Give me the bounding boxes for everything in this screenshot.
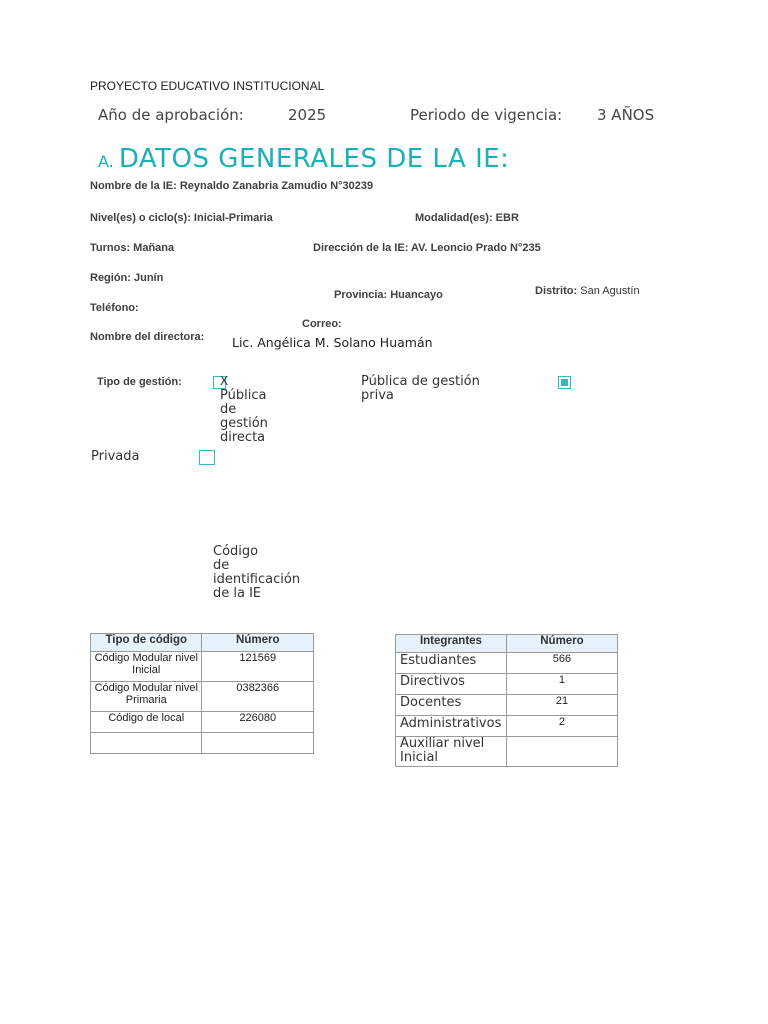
table-cell: 566 [506,653,617,674]
column-header: Número [202,634,314,652]
column-header: Número [506,635,617,653]
table-row [91,733,314,754]
table-row [396,653,618,674]
codes-table-header [91,634,314,652]
private-label: Privada [91,449,140,464]
table-cell: Administrativos [396,716,507,737]
table-cell: 0382366 [202,682,314,712]
public-direct-mark: X [220,374,229,388]
members-table [395,634,618,767]
table-cell: Auxiliar nivel Inicial [396,737,507,767]
table-cell: Código de local [91,712,202,733]
column-header: Integrantes [396,635,507,653]
section-letter: A. [98,152,114,171]
table-cell: Código Modular nivel Primaria [91,682,202,712]
section-title: DATOS GENERALES DE LA IE: [118,144,510,174]
column-header: Tipo de código [91,634,202,652]
region: Región: Junín [90,272,164,284]
table-cell: Estudiantes [396,653,507,674]
table-cell: 21 [506,695,617,716]
director-value: Lic. Angélica M. Solano Huamán [232,335,433,350]
table-cell [202,733,314,754]
table-row [91,652,314,682]
code-caption: Código de identificación de la IE [213,544,301,601]
table-row [396,695,618,716]
table-row [396,737,618,767]
validity-value: 3 AÑOS [597,106,655,124]
shifts: Turnos: Mañana [90,242,175,254]
levels: Nivel(es) o ciclo(s): Inicial-Primaria [90,212,273,224]
table-cell: Directivos [396,674,507,695]
table-row [91,712,314,733]
approval-year-label: Año de aprobación: [98,106,244,124]
public-private-checkbox[interactable] [558,376,571,389]
province: Provincia: Huancayo [334,289,443,301]
modality: Modalidad(es): EBR [415,212,519,224]
email: Correo: [302,318,342,330]
district-label: Distrito: [535,285,578,297]
table-cell [506,737,617,767]
table-row [396,674,618,695]
director-label: Nombre del directora: [90,331,205,343]
public-private-label: Pública de gestión priva [361,374,480,403]
table-row [396,716,618,737]
table-cell: 226080 [202,712,314,733]
private-checkbox[interactable] [199,450,215,465]
table-cell: 2 [506,716,617,737]
table-cell: Código Modular nivel Inicial [91,652,202,682]
table-row [91,682,314,712]
table-cell: 121569 [202,652,314,682]
codes-table [90,633,314,754]
validity-label: Periodo de vigencia: [410,106,563,124]
phone: Teléfono: [90,302,139,314]
table-cell: 1 [506,674,617,695]
table-cell [91,733,202,754]
address: Dirección de la IE: AV. Leoncio Prado N°235 [313,242,541,254]
approval-year-value: 2025 [288,106,327,124]
members-table-header [396,635,618,653]
district-value: San Agustín [580,285,640,297]
management-label: Tipo de gestión: [97,376,182,388]
table-cell: Docentes [396,695,507,716]
section-heading [98,144,509,174]
project-title: PROYECTO EDUCATIVO INSTITUCIONAL [90,79,325,93]
district [535,285,640,297]
school-name: Nombre de la IE: Reynaldo Zanabria Zamudio N°30239 [90,180,374,192]
public-direct-label: Pública de gestión directa [220,388,268,445]
